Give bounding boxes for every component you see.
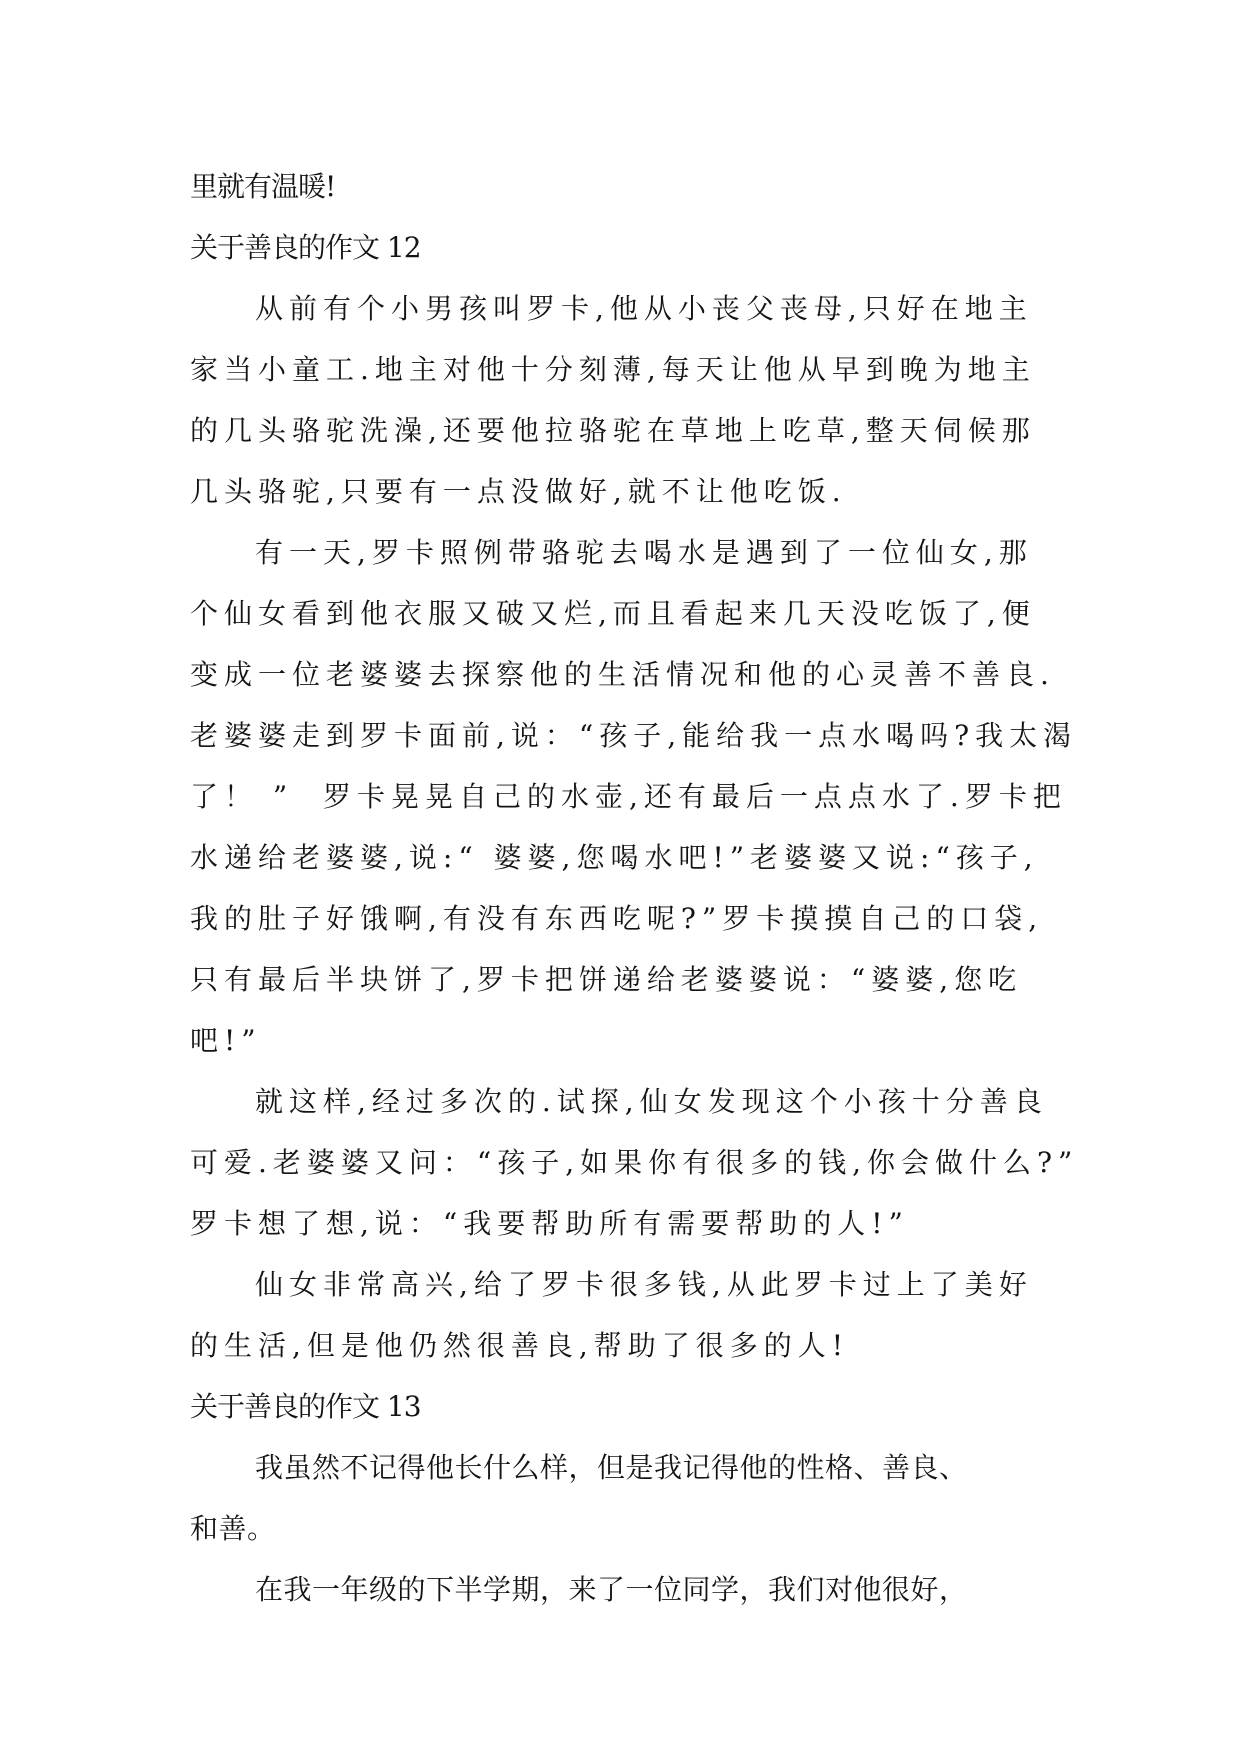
text-line: 水递给老婆婆,说:“ 婆婆,您喝水吧!”老婆婆又说:“孩子, [190, 841, 1039, 874]
essay-13-paragraph-1 [190, 1437, 1190, 1559]
essay-12-paragraph-4 [190, 1254, 1190, 1376]
text-line: 就这样,经过多次的.试探,仙女发现这个小孩十分善良 [255, 1085, 1048, 1118]
essay-12-paragraph-2 [190, 522, 1190, 1071]
text-line: 老婆婆走到罗卡面前,说：“孩子,能给我一点水喝吗?我太渴 [190, 719, 1078, 752]
text-line: 的生活,但是他仍然很善良,帮助了很多的人! [190, 1329, 850, 1362]
text-line: 从前有个小男孩叫罗卡,他从小丧父丧母,只好在地主 [255, 292, 1033, 325]
text-line: 可爱.老婆婆又问：“孩子,如果你有很多的钱,你会做什么?” [190, 1146, 1079, 1179]
continued-text-line: 里就有温暖! [190, 170, 336, 203]
text-line: 家当小童工.地主对他十分刻薄,每天让他从早到晚为地主 [190, 353, 1036, 386]
document-body [190, 156, 1190, 1620]
essay-12-title: 关于善良的作文 12 [190, 231, 421, 264]
text-line: 我虽然不记得他长什么样，但是我记得他的性格、善良、 [255, 1451, 968, 1484]
text-line: 几头骆驼,只要有一点没做好,就不让他吃饭. [190, 475, 847, 508]
essay-12-paragraph-1 [190, 278, 1190, 522]
text-line: 只有最后半块饼了,罗卡把饼递给老婆婆说：“婆婆,您吃 [190, 963, 1023, 996]
text-line: 的几头骆驼洗澡,还要他拉骆驼在草地上吃草,整天伺候那 [190, 414, 1036, 447]
essay-12-paragraph-3 [190, 1071, 1190, 1254]
text-line: 变成一位老婆婆去探察他的生活情况和他的心灵善不善良. [190, 658, 1055, 691]
text-line: 了！ ” 罗卡晃晃自己的水壶,还有最后一点点水了.罗卡把 [190, 780, 1067, 813]
text-line: 罗卡想了想,说：“我要帮助所有需要帮助的人!” [190, 1207, 909, 1240]
text-line: 有一天,罗卡照例带骆驼去喝水是遇到了一位仙女,那 [255, 536, 1033, 569]
text-line: 个仙女看到他衣服又破又烂,而且看起来几天没吃饭了,便 [190, 597, 1036, 630]
text-line: 在我一年级的下半学期，来了一位同学，我们对他很好， [255, 1573, 968, 1606]
text-line: 和善。 [190, 1512, 276, 1545]
text-line: 我的肚子好饿啊,有没有东西吃呢?”罗卡摸摸自己的口袋, [190, 902, 1044, 935]
text-line: 吧!” [190, 1024, 262, 1057]
essay-13-paragraph-2 [190, 1559, 1190, 1620]
text-line: 仙女非常高兴,给了罗卡很多钱,从此罗卡过上了美好 [255, 1268, 1033, 1301]
essay-13-title: 关于善良的作文 13 [190, 1390, 421, 1423]
